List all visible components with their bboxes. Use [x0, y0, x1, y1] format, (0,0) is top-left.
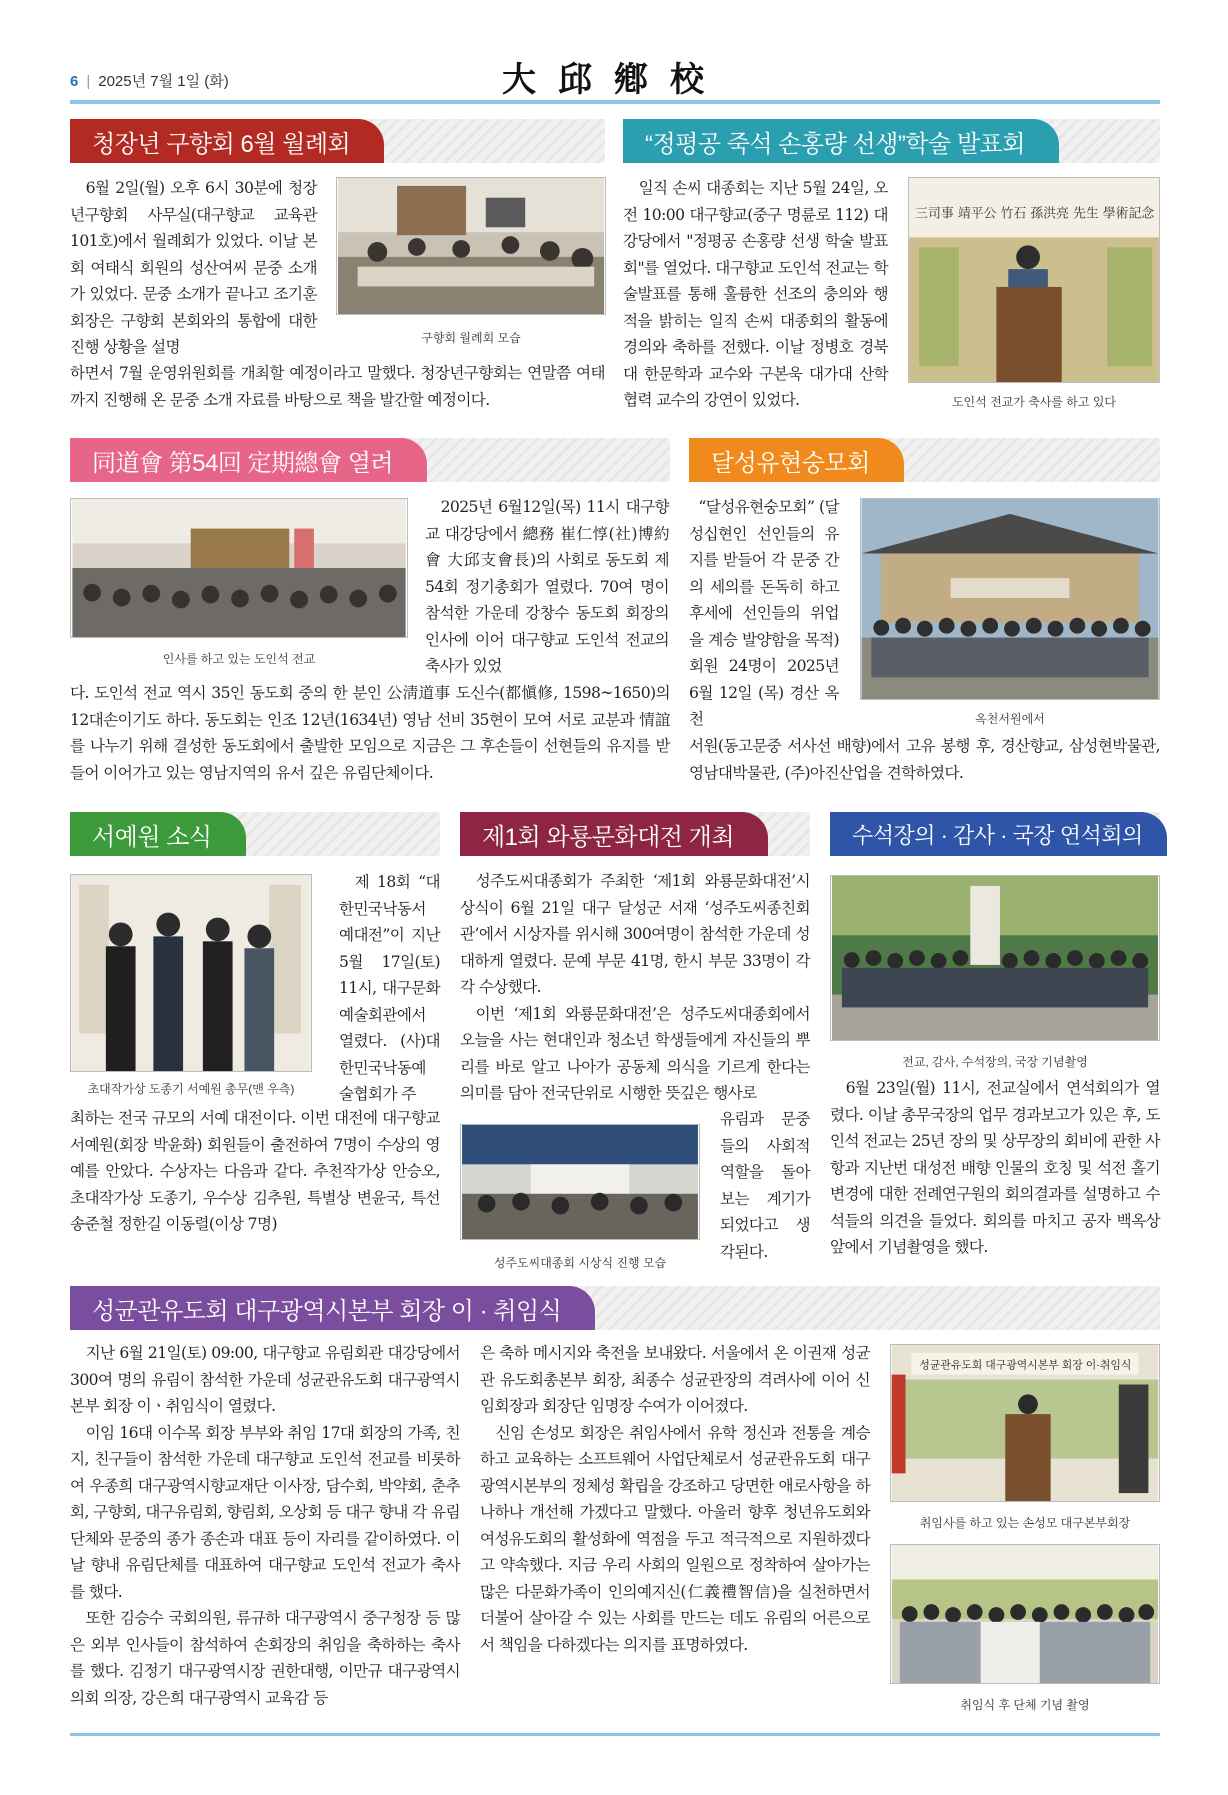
calligraphy-award-photo — [70, 874, 312, 1072]
article-body-continued: 하면서 7월 운영위원회를 개최할 예정이라고 말했다. 청장년구향회는 연말쯤 여태까지 진행해 온 문중 소개 자료를 바탕으로 책을 발간할 예정이다. — [70, 364, 605, 409]
paragraph: 성주도씨대종회가 주최한 ‘제1회 와룡문화대전’시상식이 6월 21일 대구 달성군 서재 ‘성주도씨종친회관’에서 시상자를 위시해 300여명이 참석한 가운데 성대하게 열렸다. 문예 부문 41명, 한시 부문 33명이 각각 수상했다. — [460, 872, 810, 996]
photo-figure — [860, 498, 1160, 727]
photo-figure — [890, 1344, 1160, 1531]
section-title: 청장년 구향회 6월 월례회 — [70, 119, 384, 163]
article-body: 6월 2일(월) 오후 6시 30분에 청장년구향회 사무실(대구향교 교육관 101호)에서 월례회가 있었다. 이날 본회 여태식 회원의 성산여씨 문중 소개가 있었다. 문중 소개가 끝나고 조기훈 회장은 구향회 본회와의 통합에 대한 진행 상황을 설명 — [70, 179, 317, 356]
paragraph: 은 축하 메시지와 축전을 보내왔다. 서울에서 온 이권재 성균관 유도회총본부 회장, 최종수 성균관장의 격려사에 이어 신임회장과 회장단 임명장 수여가 이어졌다. — [480, 1344, 870, 1415]
article-body-continued: 최하는 전국 규모의 서예 대전이다. 이번 대전에 대구향교 서예원(회장 박윤화) 회원들이 출전하여 7명이 수상의 영예를 안았다. 수상자는 다음과 같다. 추천작가상 안승오, 초대작가상 도종기, 우수상 김추원, 특별상 변윤국, 특선 송준철 정한길 이동렬(이상 7명) — [70, 1109, 440, 1233]
photo-caption: 초대작가상 도종기 서예원 총무(맨 우측) — [87, 1082, 295, 1096]
photo-figure — [890, 1544, 1160, 1713]
article-body: 일직 손씨 대종회는 지난 5월 24일, 오전 10:00 대구향교(중구 명륜로 112) 대강당에서 "정평공 손홍량 선생 학술 발표회"를 열었다. 대구향교 도인석 전교는 학술발표를 통해 훌륭한 선조의 충의와 행적을 밝히는 일직 손씨 대종회의 활동에 경의와 축하를 전했다. 이날 정병호 경북대 한문학과 교수와 구본욱 대가대 산학협력 교수의 강연이 있었다. — [623, 179, 888, 409]
paragraph: 지난 6월 21일(토) 09:00, 대구향교 유림회관 대강당에서 300여 명의 유림이 참석한 가운데 성균관유도회 대구광역시본부 회장 이ㆍ취임식이 열렸다. — [70, 1344, 460, 1415]
photo-caption: 도인석 전교가 축사를 하고 있다 — [951, 395, 1117, 409]
photo-figure — [336, 177, 606, 346]
article-body: 제 18회 “대한민국낙동서예대전”이 지난 5월 17일(토) 11시, 대구문화예술회관에서 열렸다. (사)대한민국낙동예술협회가 주 — [339, 873, 440, 1103]
section-header-band — [623, 119, 1160, 163]
photo-caption: 전교, 감사, 수석장의, 국장 기념촬영 — [902, 1055, 1088, 1069]
inauguration-speech-photo — [890, 1344, 1160, 1502]
ceremony-photo — [460, 1124, 700, 1240]
assembly-photo — [70, 498, 408, 638]
section-title: 수석장의 · 감사 · 국장 연석회의 — [830, 812, 1167, 856]
section-title: 同道會 第54回 定期總會 열려 — [70, 438, 427, 482]
paragraph: 이임 16대 이수목 회장 부부와 취임 17대 회장의 가족, 친지, 친구들이 참석한 가운데 대구향교 도인석 전교를 비롯하여 우종희 대구광역시향교재단 이사장, 담수회, 박약회, 춘추회, 구향회, 대구유림회, 향림회, 오상회 등 대구 향내 각 유림단체와 문중의 종가 종손과 대표 등이 자리를 같이하였다. 이날 향내 유림단체를 대표하여 대구향교 도인석 전교가 축사를 했다. — [70, 1423, 460, 1601]
section-header-band — [70, 812, 440, 856]
photo-figure — [830, 875, 1160, 1070]
article-body: 2025년 6월12일(목) 11시 대구향교 대강당에서 總務 崔仁惇(社)博約會 大邱支會長)의 사회로 동도회 제54회 정기총회가 열렸다. 70여 명이 참석한 가운데 강창수 동도회 회장의 인사에 이어 대구향교 도인석 전교의 축사가 있었 — [425, 498, 669, 675]
masthead: 大邱鄕校 — [502, 60, 726, 100]
article-body-column-2 — [480, 1340, 870, 1658]
section-header-band — [689, 438, 1160, 482]
article-body-continued: 유림과 문중들의 사회적 역할을 돌아보는 계기가 되었다고 생각된다. — [720, 1110, 810, 1261]
photo-caption: 성주도씨대종회 시상식 진행 모습 — [493, 1256, 667, 1270]
paragraph: 신임 손성모 회장은 취임사에서 유학 정신과 전통을 계승하고 교육하는 소프트웨어 사업단체로서 성균관유도회 대구광역시본부의 정체성 확립을 강조하고 당면한 애로사항을 하나하나 개선해 가겠다고 말했다. 아울러 향후 청년유도회와 여성유도회의 활성화에 역점을 두고 적극적으로 지원하겠다고 약속했다. 지금 우리 사회의 일원으로 정착하여 살아가는 많은 다문화가족이 인의예지신(仁義禮智信)을 실천하면서 더불어 살아갈 수 있는 사회를 만드는 데도 유림의 어른으로서 책임을 다하겠다는 의지를 표명하였다. — [480, 1423, 870, 1654]
article-body: 6월 23일(월) 11시, 전교실에서 연석회의가 열렸다. 이날 총무국장의 업무 경과보고가 있은 후, 도인석 전교는 25년 장의 및 상무장의 회비에 관한 사항과 지난번 대성전 배향 인물의 호칭 및 석전 홀기 변경에 대한 전례연구원의 회의결과를 설명하고 수석들의 의견을 들었다. 회의를 마치고 공자 백옥상 앞에서 기념촬영을 했다. — [830, 1079, 1160, 1256]
photo-figure — [460, 1124, 700, 1271]
section-title: 달성유현숭모회 — [689, 438, 904, 482]
article-body: “달성유현숭모회” (달성십현인 선인들의 유지를 받들어 각 문중 간의 세의를 돈독히 하고 후세에 선인들의 위업을 계승 발양함을 목적) 회원 24명이 2025년 6월 12일 (목) 경산 옥천 — [689, 498, 839, 728]
paragraph: 또한 김승수 국회의원, 류규하 대구광역시 중구청장 등 많은 외부 인사들이 참석하여 손회장의 취임을 축하하는 축사를 했다. 김정기 대구광역시장 권한대행, 이만규 대구광역시의회 의장, 강은희 대구광역시 교육감 등 — [70, 1609, 460, 1707]
photo-figure — [70, 498, 408, 667]
article-body-column-1 — [70, 1340, 460, 1711]
group-photo — [860, 498, 1160, 700]
meeting-photo — [336, 177, 606, 315]
paragraph: 이번 ‘제1회 와룡문화대전’은 성주도씨대종회에서 오늘을 사는 현대인과 청소년 학생들에게 자신들의 뿌리를 바로 알고 나아가 공동체 의식을 기르게 한다는 의미를 담아 전국단위로 시행한 뜻깊은 행사로 — [460, 1004, 810, 1102]
section-header-band — [70, 1286, 1160, 1330]
photo-figure — [70, 874, 312, 1097]
photo-caption: 구향회 월례회 모습 — [421, 331, 521, 345]
group-photo — [890, 1544, 1160, 1684]
section-header-band — [70, 438, 670, 482]
article-body-continued: 다. 도인석 전교 역시 35인 동도회 중의 한 분인 公淸道事 도신수(都愼修, 1598~1650)의 12대손이기도 하다. 동도회는 인조 12년(1634년) 영남 선비 35현이 모여 서로 교분과 情誼를 나누기 위해 결성한 동도회에서 출발한 모임으로 지금은 그 후손들이 선현들의 유지를 받들어 이어가고 있는 영남지역의 유서 깊은 유림단체이다. — [70, 684, 670, 782]
section-title: 서예원 소식 — [70, 812, 246, 856]
page-header: 6 | 2025년 7월 1일 (화) — [70, 73, 229, 90]
section-title: 성균관유도회 대구광역시본부 회장 이 · 취임식 — [70, 1286, 595, 1330]
section-header-band — [460, 812, 810, 856]
photo-caption: 취임식 후 단체 기념 촬영 — [960, 1698, 1090, 1712]
section-title: “정평공 죽석 손홍량 선생”학술 발표회 — [623, 119, 1059, 163]
photo-caption: 옥천서원에서 — [975, 712, 1045, 726]
issue-date: 2025년 7월 1일 (화) — [98, 73, 229, 90]
section-title: 제1회 와룡문화대전 개최 — [460, 812, 768, 856]
section-header-band — [70, 119, 605, 163]
article-body-continued: 서원(동고문중 서사선 배향)에서 고유 봉행 후, 경산향교, 삼성현박물관, 영남대박물관, (주)아진산업을 견학하였다. — [689, 737, 1160, 782]
bottom-rule — [70, 1733, 1160, 1736]
banner-text: 성균관유도회 대구광역시본부 회장 이·취임식 — [919, 1359, 1132, 1372]
top-rule — [70, 100, 1160, 104]
photo-figure — [908, 177, 1160, 410]
lecture-photo — [908, 177, 1160, 383]
group-photo — [830, 875, 1160, 1041]
article-body — [460, 868, 810, 1107]
section-header-band — [830, 812, 1160, 856]
page-number: 6 — [70, 73, 79, 90]
photo-caption: 인사를 하고 있는 도인석 전교 — [162, 652, 316, 666]
banner-text: 三司事 靖平公 竹石 孫洪亮 先生 學術記念 — [915, 206, 1155, 222]
photo-caption: 취임사를 하고 있는 손성모 대구본부회장 — [919, 1516, 1131, 1530]
